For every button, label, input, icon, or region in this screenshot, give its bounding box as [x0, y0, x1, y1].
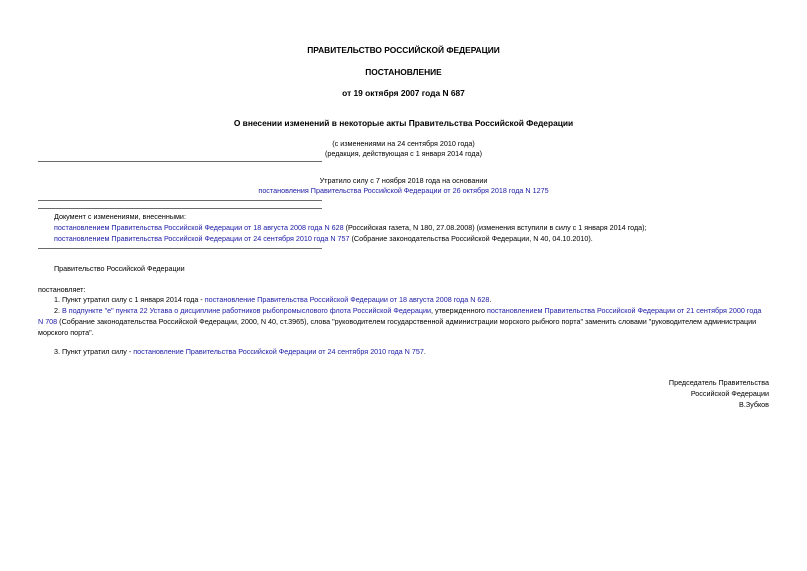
amendment-item-2 [54, 233, 593, 244]
paragraph-2-link-708[interactable]: постановлением Правительства Российской Федерации от 21 сентября 2000 года N 708 [38, 306, 762, 326]
paragraph-2 [38, 305, 768, 338]
amendments-intro: Документ с изменениями, внесенными: [54, 212, 186, 221]
document-title: О внесении изменений в некоторые акты Правительства Российской Федерации [233, 118, 574, 128]
edition-note: (редакция, действующая с 1 января 2014 года) [325, 149, 482, 158]
divider-amend-top-2 [38, 208, 322, 209]
divider-amend-top-1 [38, 200, 322, 201]
amendment-item-1-rest: (Российская газета, N 180, 27.08.2008) (изменения вступили в силу с 1 января 2014 года); [343, 223, 647, 232]
amendment-link-757[interactable]: постановлением Правительства Российской Федерации от 24 сентября 2010 года N 757 [54, 234, 350, 243]
paragraph-3-post: . [423, 347, 426, 356]
lapse-note: Утратило силу с 7 ноября 2018 года на основании [319, 176, 488, 185]
amendment-item-1 [54, 222, 647, 233]
paragraph-2-mid: , утвержденного [431, 306, 488, 315]
paragraph-1 [54, 294, 491, 305]
paragraph-1-pre: 1. Пункт утратил силу с 1 января 2014 года - [54, 295, 205, 304]
signature-org: Российской Федерации [690, 389, 769, 398]
paragraph-2-pre: 2. [54, 306, 62, 315]
signature-name: В.Зубков [739, 400, 769, 409]
paragraph-3-pre: 3. Пункт утратил силу - [54, 347, 134, 356]
amendment-item-2-rest: (Собрание законодательства Российской Федерации, N 40, 04.10.2010). [349, 234, 593, 243]
gov-heading: ПРАВИТЕЛЬСТВО РОССИЙСКОЙ ФЕДЕРАЦИИ [307, 45, 500, 55]
lapse-link-row [0, 185, 807, 196]
divider-top [38, 161, 322, 162]
paragraph-2-link-ustav[interactable]: В подпункте "е" пункта 22 Устава о дисциплине работников рыбопромыслового флота Российской Федерации [62, 306, 432, 315]
paragraph-1-post: . [489, 295, 492, 304]
amendment-link-628[interactable]: постановлением Правительства Российской Федерации от 18 августа 2008 года N 628 [54, 223, 344, 232]
date-number-heading: от 19 октября 2007 года N 687 [342, 88, 465, 98]
paragraph-3 [54, 346, 426, 357]
paragraph-1-link[interactable]: постановление Правительства Российской Федерации от 18 августа 2008 года N 628 [204, 295, 490, 304]
divider-amend-bottom [38, 248, 322, 249]
changes-note: (с изменениями на 24 сентября 2010 года) [332, 139, 475, 148]
issuer-line: Правительство Российской Федерации [54, 264, 185, 273]
signature-title: Председатель Правительства [668, 378, 769, 387]
paragraph-2-rest: (Собрание законодательства Российской Федерации, 2000, N 40, ст.3965), слова "руководителем государственной администрации морского рыбного порта" заменить словами "руководителем администрации морского порта". [38, 317, 757, 337]
paragraph-3-link[interactable]: постановление Правительства Российской Федерации от 24 сентября 2010 года N 757 [133, 347, 424, 356]
doc-type-heading: ПОСТАНОВЛЕНИЕ [365, 67, 442, 77]
decrees-line: постановляет: [38, 285, 86, 294]
lapse-decree-link[interactable]: постановления Правительства Российской Федерации от 26 октября 2018 года N 1275 [258, 186, 549, 195]
